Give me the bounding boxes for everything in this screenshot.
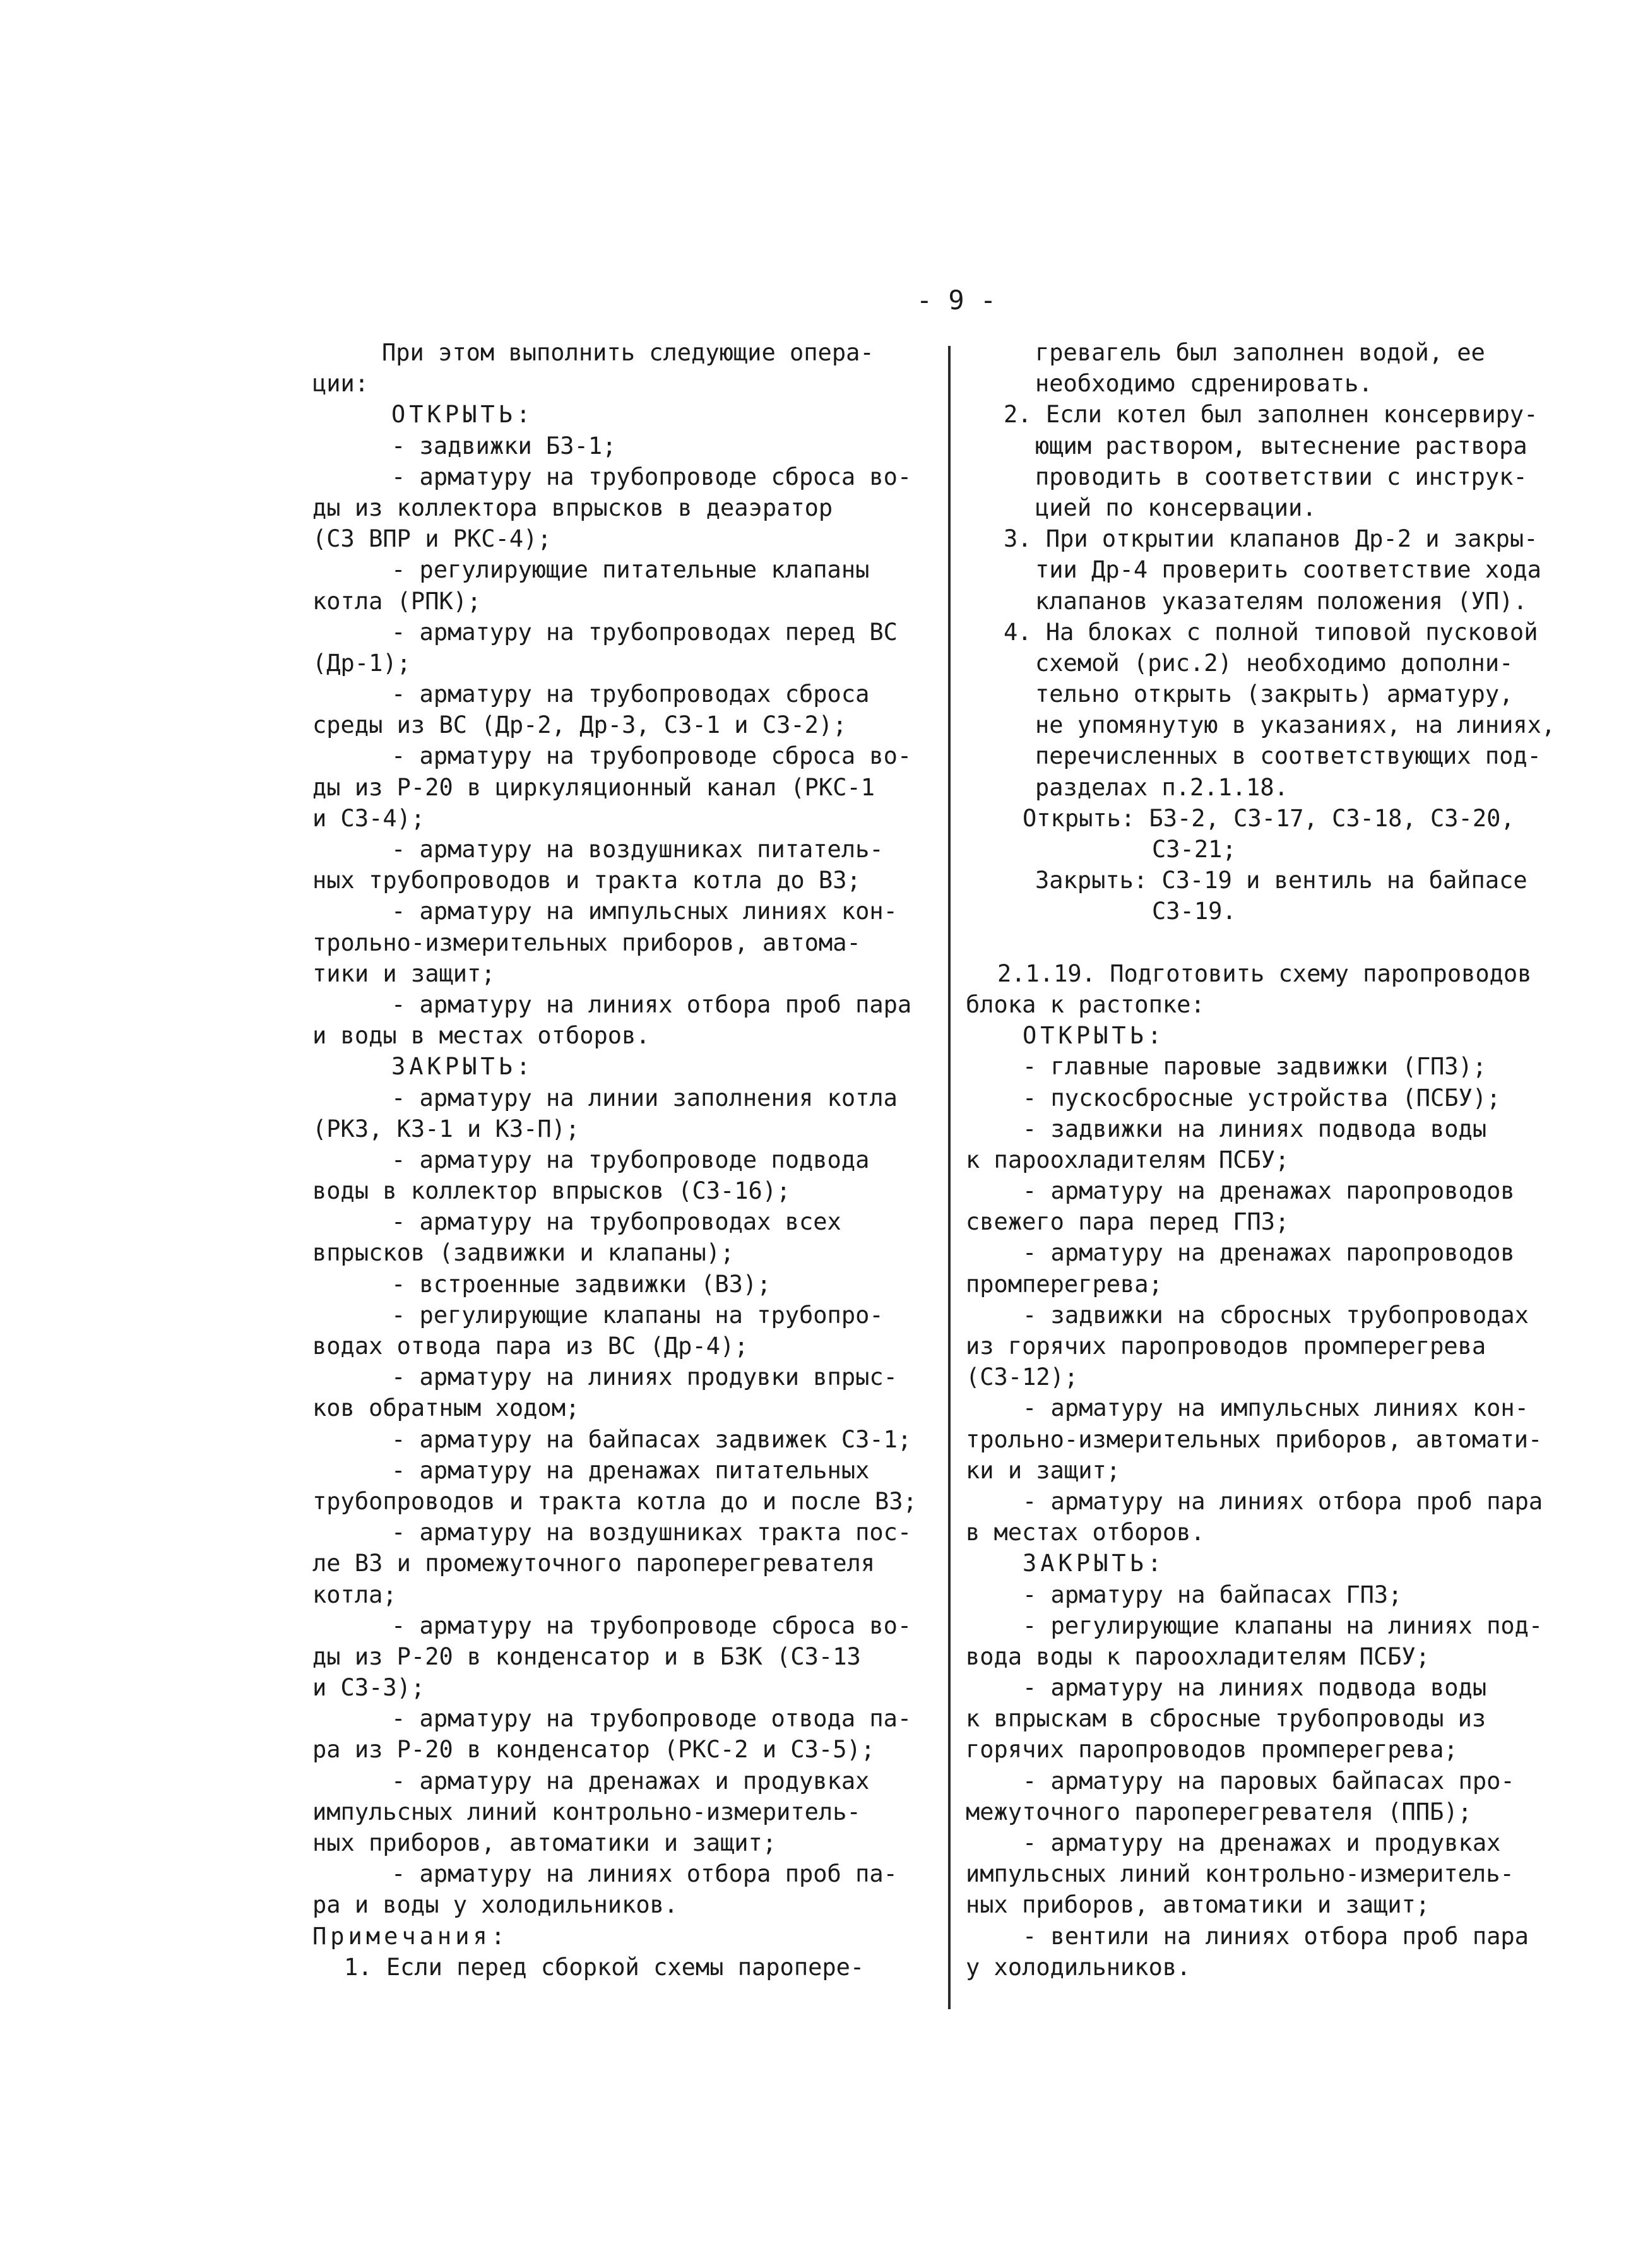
right-text-line: разделах п.2.1.18. <box>1035 773 1288 801</box>
left-text-line: - арматуру на дренажах и продувках <box>391 1767 870 1795</box>
left-text-line: и воды в местах отборов. <box>312 1022 650 1050</box>
right-text-line: 3. При открытии клапанов Др-2 и закры- <box>1004 525 1538 553</box>
left-text-line: воды в коллектор впрысков (СЗ-16); <box>312 1177 791 1205</box>
left-text-line: котла; <box>312 1581 397 1608</box>
left-text-line: ды из Р-20 в циркуляционный канал (РКС-1 <box>312 773 875 801</box>
left-text-line: - арматуру на воздушниках тракта пос- <box>391 1519 912 1547</box>
left-text-line: водах отвода пара из ВС (Др-4); <box>312 1333 749 1360</box>
left-text-line: и СЗ-4); <box>312 804 425 832</box>
right-text-line: - арматуру на дренажах и продувках <box>1023 1829 1501 1856</box>
right-text-line: вода воды к пароохладителям ПСБУ; <box>966 1642 1430 1670</box>
left-text-line: - арматуру на трубопроводах всех <box>391 1208 841 1236</box>
right-text-line: СЗ-19. <box>1152 898 1237 925</box>
left-text-line: впрысков (задвижки и клапаны); <box>312 1239 735 1267</box>
left-text-line: ды из Р-20 в конденсатор и в БЗК (СЗ-13 <box>312 1642 861 1670</box>
right-text-line: - вентили на линиях отбора проб пара <box>1023 1922 1529 1950</box>
right-text-line: СЗ-21; <box>1152 836 1237 863</box>
left-text-line: среды из ВС (Др-2, Др-3, СЗ-1 и СЗ-2); <box>312 711 847 739</box>
left-text-line: - регулирующие питательные клапаны <box>391 556 870 584</box>
left-text-line: (Др-1); <box>312 649 411 677</box>
left-text-line: тики и защит; <box>312 959 495 987</box>
right-text-line: (СЗ-12); <box>966 1363 1079 1391</box>
right-text-line: Закрыть: СЗ-19 и вентиль на байпасе <box>1035 867 1527 894</box>
right-text-line: - арматуру на линиях подвода воды <box>1023 1674 1487 1702</box>
left-text-line: - арматуру на воздушниках питатель- <box>391 836 884 863</box>
left-text-line: ОТКРЫТЬ: <box>391 401 535 429</box>
left-text-line: ле ВЗ и промежуточного пароперегревателя <box>312 1550 875 1577</box>
left-text-line: - арматуру на байпасах задвижек СЗ-1; <box>391 1425 912 1453</box>
right-text-line: промперегрева; <box>966 1270 1163 1298</box>
column-divider <box>948 346 951 2009</box>
left-text-line: ра из Р-20 в конденсатор (РКС-2 и СЗ-5); <box>312 1736 875 1764</box>
right-text-line: не упомянутую в указаниях, на линиях, <box>1035 711 1556 739</box>
right-text-line: - арматуру на линиях отбора проб пара <box>1023 1487 1543 1515</box>
right-text-line: - задвижки на сбросных трубопроводах <box>1023 1301 1529 1329</box>
left-text-line: импульсных линий контрольно-измеритель- <box>312 1798 861 1826</box>
left-text-line: и СЗ-3); <box>312 1674 425 1702</box>
right-text-line: 4. На блоках с полной типовой пусковой <box>1004 618 1538 646</box>
right-text-line: трольно-измерительных приборов, автомати- <box>966 1425 1543 1453</box>
right-text-line: 2. Если котел был заполнен консервиру- <box>1004 401 1538 429</box>
right-text-line: - арматуру на дренажах паропроводов <box>1023 1239 1515 1267</box>
right-text-line: клапанов указателям положения (УП). <box>1035 587 1527 615</box>
left-text-line: ЗАКРЫТЬ: <box>391 1053 535 1081</box>
left-text-line: - арматуру на трубопроводах сброса <box>391 680 870 708</box>
left-text-line: - регулирующие клапаны на трубопро- <box>391 1301 884 1329</box>
right-text-line <box>966 927 1597 958</box>
right-text-line: - арматуру на паровых байпасах про- <box>1023 1767 1515 1795</box>
left-text-line: - арматуру на линиях продувки впрыс- <box>391 1363 898 1391</box>
right-text-line: у холодильников. <box>966 1953 1191 1981</box>
right-text-line: к впрыскам в сбросные трубопроводы из <box>966 1705 1486 1733</box>
left-text-line: - встроенные задвижки (ВЗ); <box>391 1270 771 1298</box>
right-text-line: гревагель был заполнен водой, ее <box>1035 339 1485 366</box>
right-column <box>966 337 1597 1983</box>
right-text-line: перечисленных в соответствующих под- <box>1035 742 1541 770</box>
left-text-line: ции: <box>312 370 369 398</box>
right-text-line: ЗАКРЫТЬ: <box>1023 1550 1166 1577</box>
right-text-line: тии Др-4 проверить соответствие хода <box>1035 556 1541 584</box>
right-text-line: импульсных линий контрольно-измеритель- <box>966 1860 1514 1888</box>
right-text-line: к пароохладителям ПСБУ; <box>966 1146 1290 1173</box>
right-text-line: цией по консервации. <box>1035 494 1317 521</box>
right-text-line: проводить в соответствии с инструк- <box>1035 463 1527 490</box>
left-text-line: (СЗ ВПР и РКС-4); <box>312 525 552 553</box>
right-text-line: в местах отборов. <box>966 1519 1205 1547</box>
right-text-line: блока к растопке: <box>966 990 1205 1018</box>
left-text-line: ков обратным ходом; <box>312 1394 580 1422</box>
left-text-line: - арматуру на линии заполнения котла <box>391 1084 898 1112</box>
left-text-line: ды из коллектора впрысков в деаэратор <box>312 494 833 521</box>
right-text-line: ных приборов, автоматики и защит; <box>966 1891 1430 1919</box>
left-text-line: - арматуру на трубопроводе сброса во- <box>391 463 912 490</box>
left-text-line: - арматуру на трубопроводах перед ВС <box>391 618 898 646</box>
right-text-line: - пускосбросные устройства (ПСБУ); <box>1023 1084 1501 1112</box>
left-text-line: трубопроводов и тракта котла до и после ВЗ; <box>312 1487 917 1515</box>
right-text-line: необходимо сдренировать. <box>1035 370 1373 398</box>
right-text-line: схемой (рис.2) необходимо дополни- <box>1035 649 1514 677</box>
left-text-line: - арматуру на трубопроводе подвода <box>391 1146 870 1173</box>
left-text-line: котла (РПК); <box>312 587 482 615</box>
right-text-line: ки и защит; <box>966 1456 1121 1484</box>
left-text-line: Примечания: <box>312 1922 509 1950</box>
right-text-line: - арматуру на байпасах ГПЗ; <box>1023 1581 1403 1608</box>
right-text-line: межуточного пароперегревателя (ППБ); <box>966 1798 1472 1826</box>
right-text-line: из горячих паропроводов промперегрева <box>966 1333 1486 1360</box>
right-text-line: свежего пара перед ГПЗ; <box>966 1208 1290 1236</box>
left-text-line: - арматуру на линиях отбора проб па- <box>391 1860 898 1888</box>
left-text-line: ра и воды у холодильников. <box>312 1891 679 1919</box>
right-text-line: тельно открыть (закрыть) арматуру, <box>1035 680 1514 708</box>
left-text-line: При этом выполнить следующие опера- <box>382 339 874 366</box>
left-text-line: (РКЗ, КЗ-1 и КЗ-П); <box>312 1115 580 1143</box>
left-text-line: - арматуру на трубопроводе сброса во- <box>391 1612 912 1639</box>
right-text-line: - арматуру на импульсных линиях кон- <box>1023 1394 1529 1422</box>
page-number: - 9 - <box>916 285 997 316</box>
right-text-line: - арматуру на дренажах паропроводов <box>1023 1177 1515 1205</box>
left-text-line: - задвижки БЗ-1; <box>391 432 617 460</box>
left-column <box>312 337 944 1983</box>
right-text-line: - регулирующие клапаны на линиях под- <box>1023 1612 1543 1639</box>
right-text-line: ОТКРЫТЬ: <box>1023 1022 1166 1050</box>
left-text-line: ных приборов, автоматики и защит; <box>312 1829 777 1856</box>
left-text-line: - арматуру на импульсных линиях кон- <box>391 898 898 925</box>
right-text-line: горячих паропроводов промперегрева; <box>966 1736 1458 1764</box>
right-text-line: Открыть: БЗ-2, СЗ-17, СЗ-18, СЗ-20, <box>1023 804 1515 832</box>
left-text-line: ных трубопроводов и тракта котла до ВЗ; <box>312 867 861 894</box>
left-text-line: - арматуру на линиях отбора проб пара <box>391 990 912 1018</box>
right-text-line: - задвижки на линиях подвода воды <box>1023 1115 1487 1143</box>
left-text-line: 1. Если перед сборкой схемы паропере- <box>344 1953 865 1981</box>
right-text-line: - главные паровые задвижки (ГПЗ); <box>1023 1053 1487 1081</box>
left-text-line: трольно-измерительных приборов, автома- <box>312 929 861 956</box>
left-text-line: - арматуру на дренажах питательных <box>391 1456 870 1484</box>
left-text-line: - арматуру на трубопроводе сброса во- <box>391 742 912 770</box>
right-text-line: ющим раствором, вытеснение раствора <box>1035 432 1527 460</box>
right-text-line: 2.1.19. Подготовить схему паропроводов <box>997 959 1532 987</box>
left-text-line: - арматуру на трубопроводе отвода па- <box>391 1705 912 1733</box>
